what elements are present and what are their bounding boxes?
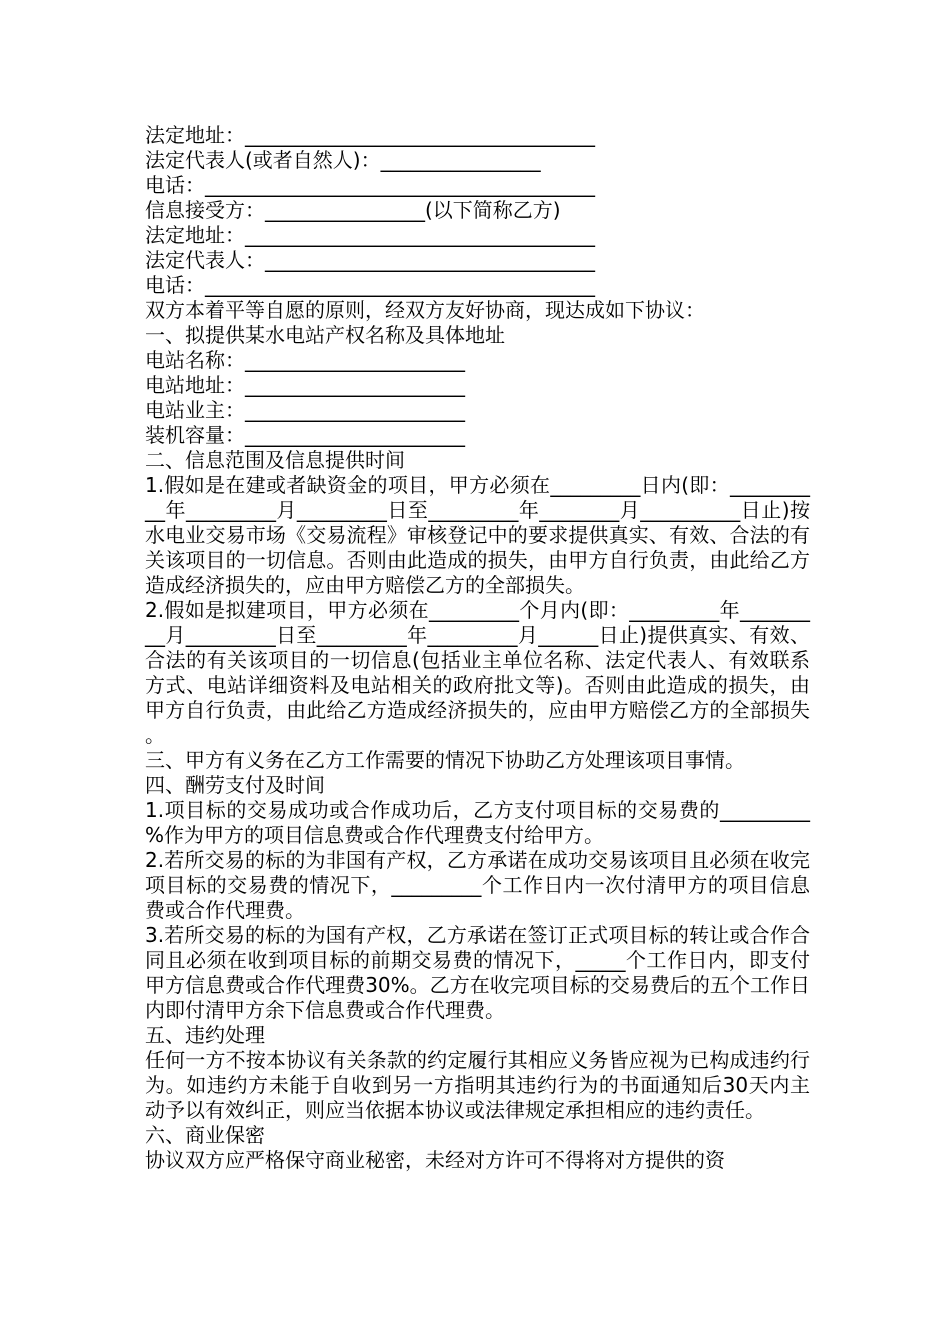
info-receiver-line: 信息接受方：________________(以下简称乙方) — [145, 198, 561, 222]
phone-line-b: 电话：_______________________________________ — [145, 273, 595, 297]
legal-representative-line-b: 法定代表人：_________________________________ — [145, 248, 595, 272]
section-6-heading: 六、商业保密 — [145, 1123, 265, 1147]
legal-representative-line-a: 法定代表人(或者自然人)：________________ — [145, 148, 541, 172]
section-4-clause-1: 1.项目标的交易成功或合作成功后，乙方支付项目标的交易费的_________%作为甲方的项目信息费或合作代理费支付给甲方。 — [145, 798, 810, 847]
section-1-heading: 一、拟提供某水电站产权名称及具体地址 — [145, 323, 505, 347]
station-name-line: 电站名称：______________________ — [145, 348, 465, 372]
phone-line-a: 电话：_______________________________________ — [145, 173, 595, 197]
section-4-clause-3: 3.若所交易的标的为国有产权，乙方承诺在签订正式项目标的转让或合作合同且必须在收到项目标的前期交易费的情况下，_____个工作日内，即支付甲方信息费或合作代理费30%。乙方在收完项目标的交易费后的五个工作日内即付清甲方余下信息费或合作代理费。 — [145, 923, 810, 1022]
section-2-heading: 二、信息范围及信息提供时间 — [145, 448, 405, 472]
section-6-text: 协议双方应严格保守商业秘密，未经对方许可不得将对方提供的资 — [145, 1148, 725, 1172]
section-3-text: 三、甲方有义务在乙方工作需要的情况下协助乙方处理该项目事情。 — [145, 748, 745, 772]
section-5-text: 任何一方不按本协议有关条款的约定履行其相应义务皆应视为已构成违约行为。如违约方未能于自收到另一方指明其违约行为的书面通知后30天内主动予以有效纠正，则应当依据本协议或法律规定承担相应的违约责任。 — [145, 1048, 810, 1122]
agreement-intro: 双方本着平等自愿的原则，经双方友好协商，现达成如下协议： — [145, 298, 705, 322]
section-4-heading: 四、酬劳支付及时间 — [145, 773, 325, 797]
station-address-line: 电站地址：______________________ — [145, 373, 465, 397]
section-4-clause-2: 2.若所交易的标的为非国有产权，乙方承诺在成功交易该项目且必须在收完项目标的交易费的情况下，_________个工作日内一次付清甲方的项目信息费或合作代理费。 — [145, 848, 810, 922]
section-2-clause-1: 1.假如是在建或者缺资金的项目，甲方必须在_________日内(即：__________年_________月_________日至_________年________月__________日止)按水电业交易市场《交易流程》审核登记中的要求提供真实、有效、合法的有关该项目的一切信息。否则由此造成的损失，由甲方自行负责，由此给乙方造成经济损失的，应由甲方赔偿乙方的全部损失。 — [145, 473, 810, 597]
legal-address-line-b: 法定地址：___________________________________ — [145, 223, 595, 247]
document-page — [145, 123, 810, 1173]
section-2-clause-2: 2.假如是拟建项目，甲方必须在_________个月内(即：_________年_________月_________日至_________年_________月______日止)提供真实、有效、合法的有关该项目的一切信息(包括业主单位名称、法定代表人、有效联系方式、电站详细资料及电站相关的政府批文等)。否则由此造成的损失，由甲方自行负责，由此给乙方造成经济损失的，应由甲方赔偿乙方的全部损失。 — [145, 598, 810, 747]
section-5-heading: 五、违约处理 — [145, 1023, 265, 1047]
station-owner-line: 电站业主：______________________ — [145, 398, 465, 422]
installed-capacity-line: 装机容量：______________________ — [145, 423, 465, 447]
legal-address-line-a: 法定地址：___________________________________ — [145, 123, 595, 147]
